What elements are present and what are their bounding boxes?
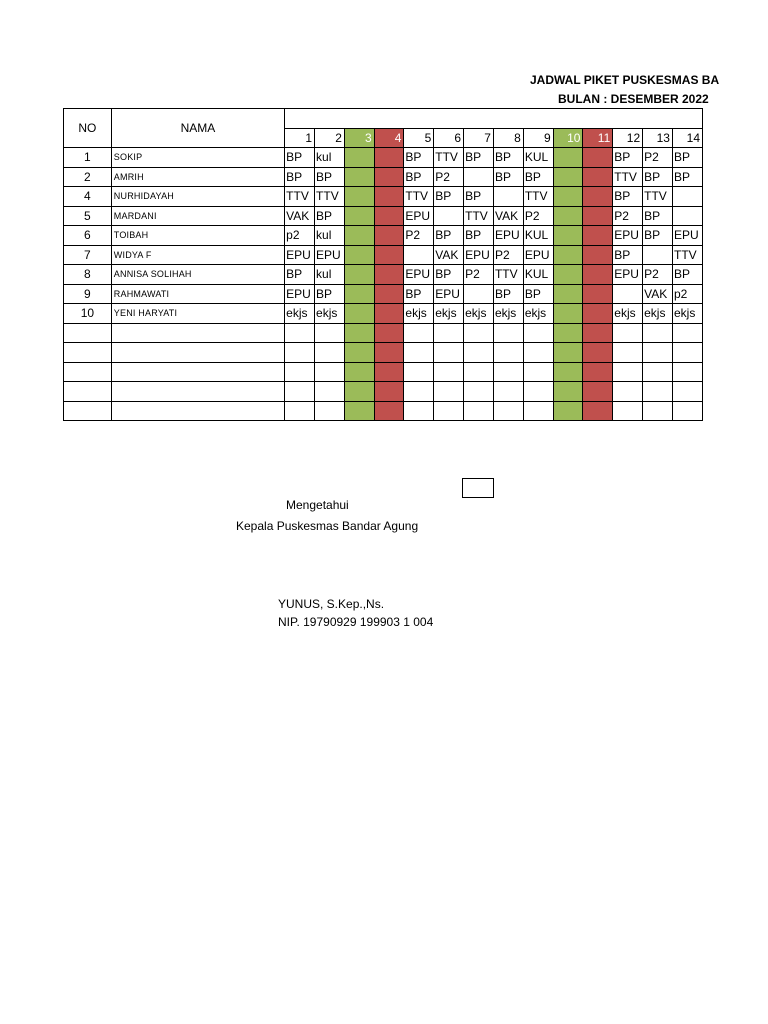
duty-cell: P2 <box>493 245 523 265</box>
duty-cell: BP <box>493 148 523 168</box>
empty-cell <box>464 362 494 382</box>
empty-cell <box>374 382 404 402</box>
schedule-table <box>63 108 703 421</box>
day-header-9: 9 <box>523 128 553 148</box>
duty-cell: EPU <box>404 206 434 226</box>
empty-cell <box>493 382 523 402</box>
table-row <box>64 148 703 168</box>
empty-cell <box>344 382 374 402</box>
empty-cell <box>374 401 404 421</box>
duty-cell: kul <box>315 265 345 285</box>
day-header-1: 1 <box>285 128 315 148</box>
duty-cell <box>434 206 464 226</box>
empty-cell <box>553 343 583 363</box>
staff-name: TOIBAH <box>111 226 284 246</box>
duty-cell: TTV <box>613 167 643 187</box>
duty-cell: TTV <box>643 187 673 207</box>
staff-name: SOKIP <box>111 148 284 168</box>
duty-cell: BP <box>643 226 673 246</box>
duty-cell: BP <box>464 148 494 168</box>
duty-cell: BP <box>404 284 434 304</box>
staff-name: NURHIDAYAH <box>111 187 284 207</box>
empty-cell <box>434 343 464 363</box>
empty-cell <box>553 382 583 402</box>
empty-cell <box>583 343 613 363</box>
empty-cell <box>285 401 315 421</box>
table-row <box>64 206 703 226</box>
duty-cell <box>553 284 583 304</box>
duty-cell: BP <box>493 284 523 304</box>
duty-cell: TTV <box>523 187 553 207</box>
duty-cell <box>344 265 374 285</box>
duty-cell: TTV <box>315 187 345 207</box>
duty-cell <box>404 245 434 265</box>
row-number: 9 <box>64 284 112 304</box>
empty-cell <box>404 343 434 363</box>
empty-cell <box>643 401 673 421</box>
table-row <box>64 284 703 304</box>
duty-cell <box>583 265 613 285</box>
duty-cell: EPU <box>315 245 345 265</box>
duty-cell: VAK <box>285 206 315 226</box>
document-title: JADWAL PIKET PUSKESMAS BA <box>530 73 720 87</box>
empty-cell <box>64 382 112 402</box>
empty-cell <box>315 343 345 363</box>
empty-cell <box>493 401 523 421</box>
day-header-14: 14 <box>672 128 702 148</box>
empty-cell <box>434 401 464 421</box>
duty-cell: BP <box>285 148 315 168</box>
empty-cell <box>643 323 673 343</box>
duty-cell: EPU <box>613 265 643 285</box>
empty-cell <box>583 401 613 421</box>
day-header-2: 2 <box>315 128 345 148</box>
empty-cell <box>613 401 643 421</box>
duty-cell: P2 <box>523 206 553 226</box>
duty-cell: BP <box>464 187 494 207</box>
empty-cell <box>583 362 613 382</box>
empty-cell <box>434 362 464 382</box>
table-header-row <box>64 109 703 129</box>
staff-name: RAHMAWATI <box>111 284 284 304</box>
duty-cell: BP <box>434 187 464 207</box>
duty-cell: kul <box>315 226 345 246</box>
duty-cell: BP <box>613 245 643 265</box>
duty-cell: BP <box>404 148 434 168</box>
empty-cell <box>643 382 673 402</box>
duty-cell <box>553 206 583 226</box>
day-header-6: 6 <box>434 128 464 148</box>
empty-cell <box>64 343 112 363</box>
duty-cell: ekjs <box>315 304 345 324</box>
empty-cell <box>583 323 613 343</box>
duty-cell <box>583 187 613 207</box>
empty-cell <box>111 343 284 363</box>
empty-cell <box>464 382 494 402</box>
day-header-11: 11 <box>583 128 613 148</box>
empty-cell <box>613 323 643 343</box>
empty-cell <box>315 382 345 402</box>
duty-cell: BP <box>613 187 643 207</box>
duty-cell <box>374 206 404 226</box>
empty-table-row <box>64 382 703 402</box>
day-header-13: 13 <box>643 128 673 148</box>
schedule-table-viewport <box>63 108 703 421</box>
empty-cell <box>315 362 345 382</box>
duty-cell: KUL <box>523 226 553 246</box>
duty-cell: EPU <box>523 245 553 265</box>
empty-cell <box>672 343 702 363</box>
row-number: 2 <box>64 167 112 187</box>
day-header-3: 3 <box>344 128 374 148</box>
duty-cell: KUL <box>523 148 553 168</box>
duty-cell: BP <box>434 265 464 285</box>
empty-cell <box>64 323 112 343</box>
empty-cell <box>111 382 284 402</box>
duty-cell: TTV <box>434 148 464 168</box>
duty-cell: VAK <box>493 206 523 226</box>
duty-cell: P2 <box>643 148 673 168</box>
days-header-blank <box>285 109 703 129</box>
empty-cell <box>404 323 434 343</box>
empty-cell <box>523 382 553 402</box>
duty-cell: TTV <box>464 206 494 226</box>
duty-cell: BP <box>315 167 345 187</box>
duty-cell: BP <box>285 167 315 187</box>
duty-cell: EPU <box>613 226 643 246</box>
empty-cell <box>493 323 523 343</box>
empty-cell <box>111 362 284 382</box>
duty-cell: ekjs <box>285 304 315 324</box>
empty-cell <box>523 343 553 363</box>
empty-cell <box>344 323 374 343</box>
duty-cell: BP <box>285 265 315 285</box>
empty-cell <box>404 401 434 421</box>
duty-cell: ekjs <box>434 304 464 324</box>
duty-cell <box>672 206 702 226</box>
signature-position-label: Kepala Puskesmas Bandar Agung <box>236 519 419 533</box>
row-number: 4 <box>64 187 112 207</box>
duty-cell: BP <box>643 167 673 187</box>
duty-cell <box>553 265 583 285</box>
duty-cell: BP <box>434 226 464 246</box>
day-header-10: 10 <box>553 128 583 148</box>
empty-cell-box <box>462 478 494 498</box>
duty-cell <box>374 304 404 324</box>
staff-name: AMRIH <box>111 167 284 187</box>
duty-cell <box>583 226 613 246</box>
row-number: 6 <box>64 226 112 246</box>
duty-cell <box>344 206 374 226</box>
duty-cell: ekjs <box>493 304 523 324</box>
empty-cell <box>344 362 374 382</box>
duty-cell <box>374 245 404 265</box>
table-row <box>64 245 703 265</box>
duty-cell: BP <box>672 167 702 187</box>
duty-cell: ekjs <box>643 304 673 324</box>
empty-cell <box>464 343 494 363</box>
signature-acknowledged-label: Mengetahui <box>286 498 349 512</box>
duty-cell: BP <box>315 206 345 226</box>
duty-cell: BP <box>523 167 553 187</box>
table-row <box>64 226 703 246</box>
row-number: 5 <box>64 206 112 226</box>
empty-cell <box>434 382 464 402</box>
empty-cell <box>553 401 583 421</box>
duty-cell <box>464 284 494 304</box>
empty-cell <box>315 401 345 421</box>
duty-cell <box>583 206 613 226</box>
duty-cell <box>553 245 583 265</box>
empty-cell <box>643 362 673 382</box>
staff-name: YENI HARYATI <box>111 304 284 324</box>
duty-cell <box>583 148 613 168</box>
duty-cell: EPU <box>285 245 315 265</box>
duty-cell <box>374 265 404 285</box>
duty-cell: ekjs <box>404 304 434 324</box>
duty-cell: BP <box>523 284 553 304</box>
empty-cell <box>672 382 702 402</box>
day-header-4: 4 <box>374 128 404 148</box>
duty-cell <box>643 245 673 265</box>
duty-cell: BP <box>613 148 643 168</box>
duty-cell <box>374 148 404 168</box>
empty-cell <box>344 401 374 421</box>
duty-cell: BP <box>672 148 702 168</box>
duty-cell: P2 <box>464 265 494 285</box>
empty-cell <box>111 323 284 343</box>
empty-cell <box>111 401 284 421</box>
empty-cell <box>434 323 464 343</box>
day-header-5: 5 <box>404 128 434 148</box>
signatory-nip: NIP. 19790929 199903 1 004 <box>278 615 434 629</box>
duty-cell <box>344 245 374 265</box>
duty-cell: BP <box>643 206 673 226</box>
duty-cell: EPU <box>285 284 315 304</box>
duty-cell: ekjs <box>464 304 494 324</box>
duty-cell <box>344 284 374 304</box>
staff-name: ANNISA SOLIHAH <box>111 265 284 285</box>
table-row <box>64 304 703 324</box>
duty-cell: p2 <box>672 284 702 304</box>
duty-cell <box>553 226 583 246</box>
duty-cell: P2 <box>404 226 434 246</box>
empty-cell <box>404 382 434 402</box>
duty-cell: ekjs <box>672 304 702 324</box>
staff-name: WIDYA F <box>111 245 284 265</box>
document-subtitle: BULAN : DESEMBER 2022 <box>558 92 709 106</box>
duty-cell: TTV <box>672 245 702 265</box>
duty-cell <box>583 167 613 187</box>
empty-cell <box>672 323 702 343</box>
empty-cell <box>553 323 583 343</box>
empty-table-row <box>64 323 703 343</box>
duty-cell: P2 <box>643 265 673 285</box>
duty-cell <box>493 187 523 207</box>
duty-cell: BP <box>464 226 494 246</box>
duty-cell <box>553 187 583 207</box>
duty-cell: EPU <box>404 265 434 285</box>
empty-cell <box>523 362 553 382</box>
duty-cell <box>672 187 702 207</box>
duty-cell <box>583 304 613 324</box>
duty-cell: ekjs <box>613 304 643 324</box>
empty-cell <box>643 343 673 363</box>
column-header-nama: NAMA <box>111 109 284 148</box>
empty-cell <box>493 362 523 382</box>
empty-table-row <box>64 343 703 363</box>
empty-cell <box>464 401 494 421</box>
empty-cell <box>672 401 702 421</box>
signatory-name: YUNUS, S.Kep.,Ns. <box>278 597 385 611</box>
empty-cell <box>613 382 643 402</box>
day-header-8: 8 <box>493 128 523 148</box>
duty-cell: BP <box>404 167 434 187</box>
duty-cell <box>374 284 404 304</box>
duty-cell: VAK <box>643 284 673 304</box>
duty-cell <box>613 284 643 304</box>
empty-table-row <box>64 362 703 382</box>
empty-cell <box>613 343 643 363</box>
duty-cell: BP <box>315 284 345 304</box>
empty-cell <box>374 323 404 343</box>
duty-cell: EPU <box>672 226 702 246</box>
duty-cell <box>344 304 374 324</box>
empty-cell <box>285 323 315 343</box>
duty-cell: KUL <box>523 265 553 285</box>
duty-cell <box>553 148 583 168</box>
empty-cell <box>344 343 374 363</box>
duty-cell: TTV <box>285 187 315 207</box>
duty-cell: p2 <box>285 226 315 246</box>
row-number: 8 <box>64 265 112 285</box>
staff-name: MARDANI <box>111 206 284 226</box>
duty-cell <box>374 187 404 207</box>
duty-cell <box>344 167 374 187</box>
duty-cell: EPU <box>434 284 464 304</box>
duty-cell <box>374 167 404 187</box>
duty-cell <box>553 167 583 187</box>
duty-cell <box>344 148 374 168</box>
duty-cell: kul <box>315 148 345 168</box>
day-header-7: 7 <box>464 128 494 148</box>
duty-cell: EPU <box>464 245 494 265</box>
column-header-no: NO <box>64 109 112 148</box>
empty-cell <box>285 362 315 382</box>
duty-cell <box>583 245 613 265</box>
duty-cell <box>344 226 374 246</box>
duty-cell: BP <box>493 167 523 187</box>
row-number: 1 <box>64 148 112 168</box>
duty-cell: VAK <box>434 245 464 265</box>
empty-cell <box>523 323 553 343</box>
duty-cell <box>553 304 583 324</box>
duty-cell: ekjs <box>523 304 553 324</box>
empty-cell <box>64 362 112 382</box>
duty-cell: P2 <box>613 206 643 226</box>
empty-cell <box>315 323 345 343</box>
table-row <box>64 265 703 285</box>
row-number: 7 <box>64 245 112 265</box>
duty-cell: TTV <box>404 187 434 207</box>
empty-table-row <box>64 401 703 421</box>
duty-cell: BP <box>672 265 702 285</box>
empty-cell <box>64 401 112 421</box>
empty-cell <box>285 343 315 363</box>
empty-cell <box>374 362 404 382</box>
duty-cell <box>344 187 374 207</box>
duty-cell: EPU <box>493 226 523 246</box>
empty-cell <box>583 382 613 402</box>
empty-cell <box>613 362 643 382</box>
empty-cell <box>523 401 553 421</box>
duty-cell <box>374 226 404 246</box>
duty-cell: TTV <box>493 265 523 285</box>
table-row <box>64 187 703 207</box>
empty-cell <box>374 343 404 363</box>
duty-cell <box>583 284 613 304</box>
table-row <box>64 167 703 187</box>
empty-cell <box>404 362 434 382</box>
empty-cell <box>285 382 315 402</box>
empty-cell <box>464 323 494 343</box>
empty-cell <box>672 362 702 382</box>
row-number: 10 <box>64 304 112 324</box>
empty-cell <box>553 362 583 382</box>
empty-cell <box>493 343 523 363</box>
duty-cell: P2 <box>434 167 464 187</box>
duty-cell <box>464 167 494 187</box>
day-header-12: 12 <box>613 128 643 148</box>
